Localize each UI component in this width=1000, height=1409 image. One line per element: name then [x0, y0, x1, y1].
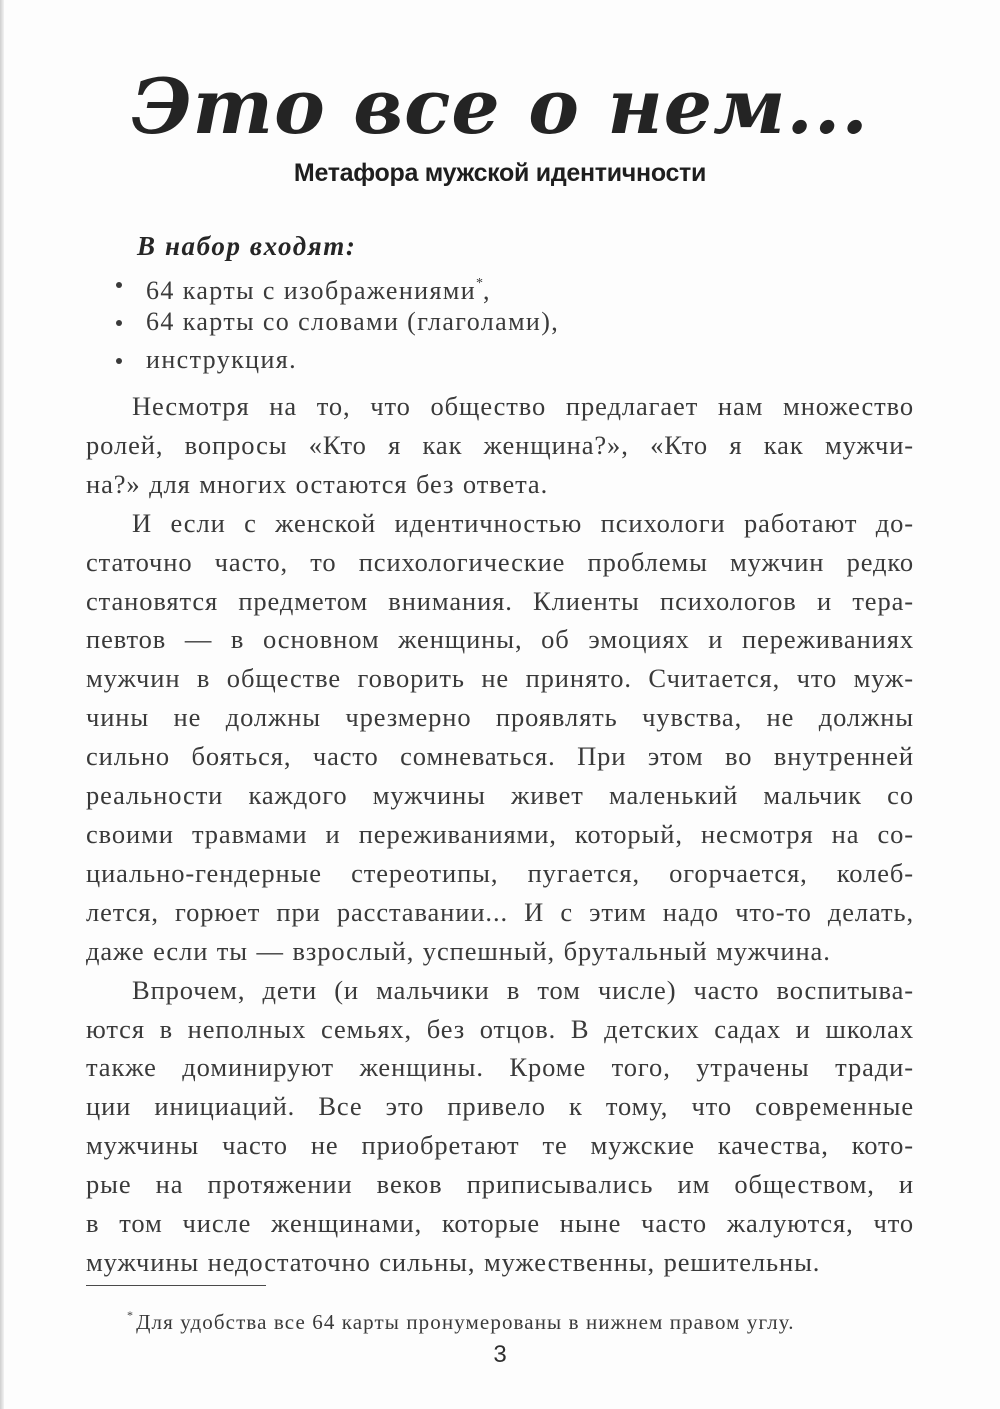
text-line: ролей, вопросы «Кто я как женщина?», «Кто я как мужчи-: [86, 429, 914, 460]
bullet-icon: [116, 358, 122, 364]
list-item-punctuation: ,: [483, 276, 491, 305]
text-line: статочно часто, то психологические проблемы мужчин редко: [86, 546, 914, 577]
kit-contents-list: [116, 265, 559, 379]
text-line: чины не должны чрезмерно проявлять чувства, не должны: [86, 702, 914, 733]
text-line: рые на протяжении веков приписывались им обществом, и: [86, 1169, 914, 1200]
text-line: ции инициаций. Все это привело к тому, что современные: [86, 1091, 914, 1122]
text-line: мужчин в обществе говорить не принято. Считается, что муж-: [86, 663, 914, 694]
text-line: в том числе женщинами, которые ныне часто жалуются, что: [86, 1208, 914, 1239]
kit-contents-heading: В набор входят:: [137, 231, 357, 261]
list-item-text: 64 карты с изображениями: [146, 276, 477, 305]
list-item: [116, 341, 559, 379]
text-line: даже если ты — взрослый, успешный, брутальный мужчина.: [86, 935, 831, 966]
page-subtitle: Метафора мужской идентичности: [293, 159, 707, 187]
list-item-text: 64 карты со словами (глаголами),: [146, 307, 560, 336]
text-line: также доминируют женщины. Кроме того, утрачены тради-: [86, 1052, 914, 1083]
text-line: мужчины недостаточно сильны, мужественны, решительны.: [86, 1246, 821, 1277]
list-item-text: инструкция.: [146, 345, 298, 374]
text-line: певтов — в основном женщины, об эмоциях и переживаниях: [86, 624, 914, 655]
text-line: И если с женской идентичностью психологи работают до-: [132, 507, 914, 538]
list-item: [116, 265, 559, 303]
text-line: Впрочем, дети (и мальчики в том числе) часто воспитыва-: [132, 974, 914, 1005]
text-line: реальности каждого мужчины живет маленький мальчик со: [86, 780, 914, 811]
footnote-text: Для удобства все 64 карты пронумерованы в нижнем правом углу.: [136, 1310, 795, 1334]
page-title: Это все о нем...: [131, 62, 869, 151]
bullet-icon: [116, 320, 122, 326]
footnote: [127, 1300, 795, 1337]
text-line: ются в неполных семьях, без отцов. В детских садах и школах: [86, 1013, 914, 1044]
page-edge-shadow: [0, 0, 4, 1409]
body-text: [86, 387, 914, 1282]
list-item: [116, 303, 559, 341]
footnote-divider: [86, 1285, 266, 1286]
bullet-icon: [116, 282, 122, 288]
page-number: 3: [493, 1341, 507, 1368]
footnote-marker: *: [476, 276, 484, 291]
text-line: лется, горюет при расставании... И с этим надо что-то делать,: [86, 896, 914, 927]
text-line: своими травмами и переживаниями, который, несмотря на со-: [86, 818, 914, 849]
text-line: становятся предметом внимания. Клиенты психологов и тера-: [86, 585, 914, 616]
text-line: на?» для многих остаются без ответа.: [86, 468, 549, 499]
text-line: сильно бояться, часто сомневаться. При этом во внутренней: [86, 741, 914, 772]
text-line: циально-гендерные стереотипы, пугается, огорчается, колеб-: [86, 857, 914, 888]
text-line: мужчины часто не приобретают те мужские качества, кото-: [86, 1130, 914, 1161]
footnote-marker: *: [127, 1308, 135, 1322]
text-line: Несмотря на то, что общество предлагает нам множество: [132, 391, 914, 421]
